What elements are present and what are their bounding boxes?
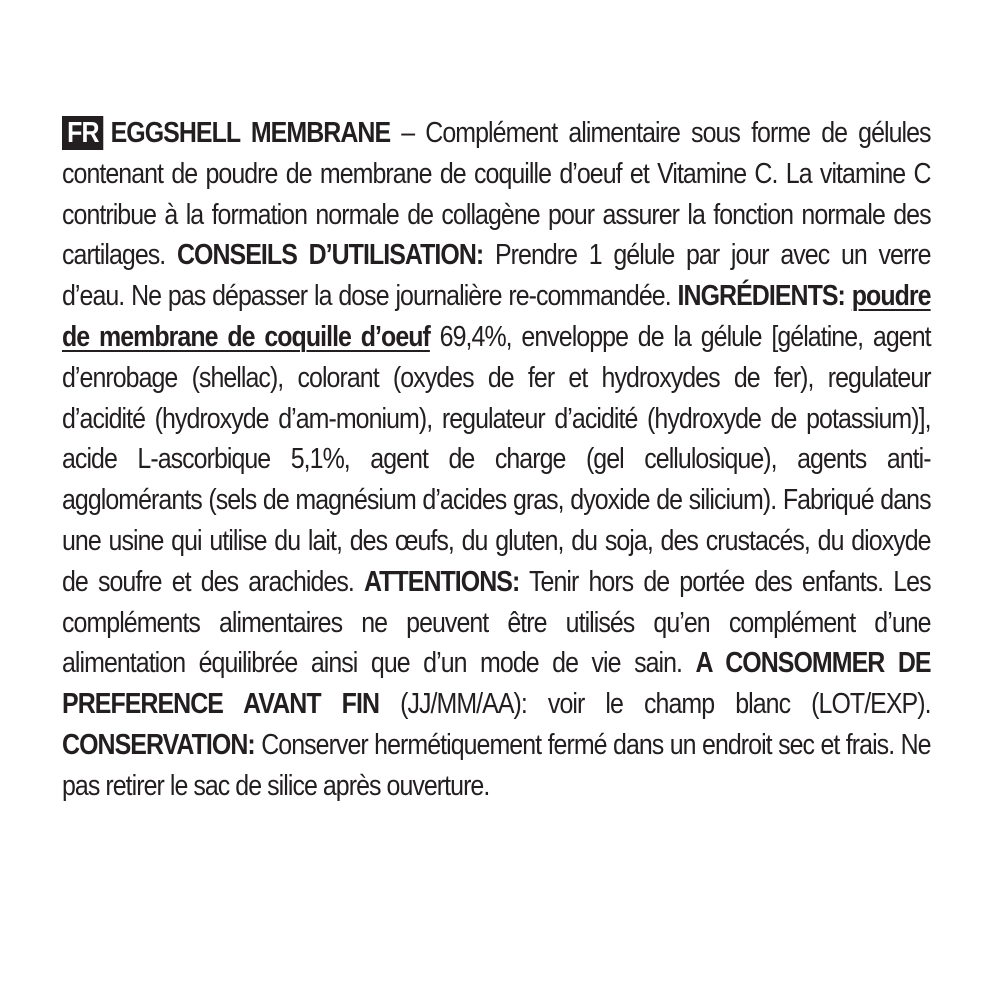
product-name: EGGSHELL MEMBRANE: [110, 117, 391, 149]
language-badge: FR: [62, 116, 104, 150]
ingredients-text: 69,4%, enveloppe de la gélule [gélatine, agent d’enrobage (shellac), colorant (oxydes de fer et hydroxydes de fer), regulateur d’acidité (hydroxyde d’am-monium), regulateur d’acidité (hydroxyde de potassium)], acide L-ascorbique 5,1%, agent de charge (gel cellulosique), agents anti-agglomérants (sels de magnésium d’acides gras, dyoxide de silicium). Fabriqué dans une usine qui utilise du lait, des œufs, du gluten, du soja, des crustacés, du dioxyde de soufre et des arachides.: [62, 320, 931, 598]
usage-text: Prendre 1 gélule par jour avec un verre d’eau. Ne pas dépasser la dose journalière re-commandée.: [62, 239, 931, 313]
warnings-heading: ATTENTIONS:: [363, 565, 520, 598]
best-before-text: (JJ/MM/AA): voir le champ blanc (LOT/EXP).: [379, 688, 931, 721]
best-before-heading: A CONSOMMER DE PREFERENCE AVANT FIN: [62, 647, 931, 721]
warnings-text: Tenir hors de portée des enfants. Les compléments alimentaires ne peuvent être utilisés qu’en complément d’une alimentation équilibrée ainsi que d’un mode de vie sain.: [62, 565, 931, 680]
storage-text: Conserver hermétiquement fermé dans un endroit sec et frais. Ne pas retirer le sac de silice après ouverture.: [62, 728, 931, 802]
ingredients-main: poudre de membrane de coquille d’oeuf: [62, 280, 931, 353]
product-intro: – Complément alimentaire sous forme de gélules contenant de poudre de membrane de coquille d’oeuf et Vitamine C. La vitamine C contribue à la formation normale de collagène pour assurer la fonction normale des cartilages.: [62, 117, 931, 272]
ingredients-heading: INGRÉDIENTS:: [677, 280, 845, 313]
product-label-text: [62, 113, 931, 807]
storage-heading: CONSERVATION:: [62, 728, 255, 761]
usage-heading: CONSEILS D’UTILISATION:: [176, 239, 484, 272]
